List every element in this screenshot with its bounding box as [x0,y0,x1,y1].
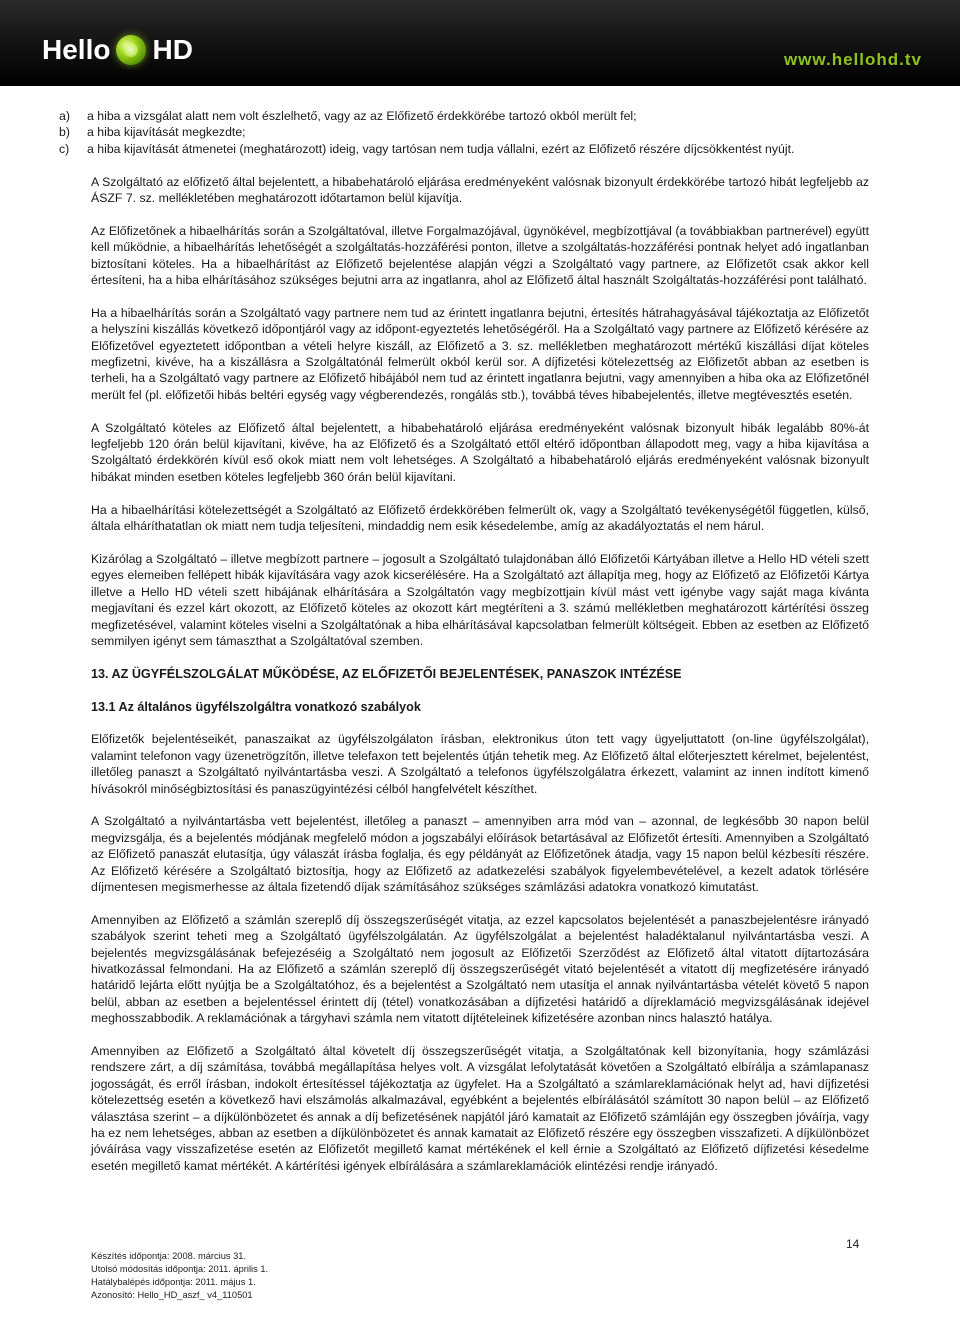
subsection-heading: 13.1 Az általános ügyfélszolgáltra vonatkozó szabályok [91,699,421,714]
list-marker: b) [59,125,70,140]
paragraph: Előfizetők bejelentéseikét, panaszaikat az ügyfélszolgálaton írásban, elektronikus úton tett vagy ügyeljuttatott (on-line ügyfélszolgálat), valamint telefonon vagy üzenetrögzítőn, illetve telefaxon tett bejelentés útján tehetik meg. Az Előfizető által előterjesztett kérelmet, bejelentést, illetőleg panaszt a Szolgáltató nyilvántartásba veszi. A Szolgáltató a telefonos ügyfélszolgálatra érkezett, valamint az innen indított kimenő hívásokról minőségbiztosítási és panaszügyintézési célból hangfelvételt készíthet. [91,732,869,796]
footer-line: Azonosító: Hello_HD_aszf_ v4_110501 [91,1290,253,1300]
paragraph: Amennyiben az Előfizető a számlán szereplő díj összegszerűségét vitatja, az ezzel kapcsolatos bejelentését a panaszbejelentésre irányadó szabályok szerint teheti meg a Szolgáltató ügyfélszolgálatán. Az ügyfélszolgálat a bejelentést haladéktalanul nyilvántartásba veszi. A bejelentés megvizsgálásának befejezéséig a Szolgáltató nem jogosult az Előfizetői Szerződést az Előfizető által vitatott díjtartozására hivatkozással felmondani. Ha az Előfizető a számlán szereplő díj összegszerűségét vitató bejelentését a vitatott díj megfizetésére irányadó határidő lejárta előtt nyújtja be a Szolgáltatóhoz, és a bejelentést a Szolgáltató nem utasítja el annak nyilvántartásba vételét követő 5 napon belül, abban az esetben a bejelentéssel érintett díj (tétel) vonatkozásában a díjfizetési határidő a díjreklamáció megvizsgálásának idejével meghosszabbodik. A reklamációnak a tárgyhavi számla nem vitatott díjtételeinek kifizetésére azonban nincs halasztó hatálya. [91,912,869,1026]
paragraph: A Szolgáltató az előfizető által bejelentett, a hibabehatároló eljárása eredményeként valósnak bizonyult érdekkörébe tartozó hibát legfeljebb az ÁSZF 7. sz. mellékletében meghatározott időtartamon belül kijavítja. [91,174,869,206]
hellohd-logo [42,30,193,70]
paragraph: A Szolgáltató a nyilvántartásba vett bejelentést, illetőleg a panaszt – amennyiben arra mód van – azonnal, de legkésőbb 30 napon belül megvizsgálja, és a bejelentés módjának megfelelő módon a jogszabályi előírások betartásával az Előfizetőt értesíti. Amennyiben a Szolgáltató az Előfizető panaszát elutasítja, úgy válaszát írásba foglalja, és egy példányát az Előfizetőnek átadja, vagy 15 napon belül kézbesíti részére. Az Előfizető kérésére a Szolgáltató biztosítja, hogy az Előfizető az adatkezelési szabályok figyelembevételével, a kezelt adatok törlésére díjmentesen megismerhesse az általa fizetendő díjak számításához szükséges számlázási adatokra vonatkozó kimutatást. [91,814,869,894]
page-number: 14 [846,1237,860,1251]
paragraph: Amennyiben az Előfizető a Szolgáltató által követelt díj összegszerűségét vitatja, a Szolgáltatónak kell bizonyítania, hogy számlázási rendszere zárt, a díj számítása, továbbá megállapítása helyes volt. A vizsgálat lefolytatását követően a Szolgáltató elbírálja a számlapanasz jogosságát, és erről írásban, indokolt értesítéssel tájékoztatja az ügyfelet. Ha a Szolgáltató a számlareklamációnak helyt ad, havi díjfizetési kötelezettség esetén a következő havi elszámolás alkalmazával, egyébként a bejelentés elbírálásától számított 30 napon belül – az Előfizető választása szerint – a díjkülönbözetet és annak a díj befizetésének napjától járó kamatait az Előfizető számláján egy összegben jóváírja, vagy ha ez nem lehetséges, abban az esetben a díjkülönbözetet és annak kamatait az Előfizető részére egy összegben visszafizeti. A díjkülönbözet jóváírása vagy visszafizetése esetén az Előfizetőt megillető kamat mértékének el kell érnie a Szolgáltató az Előfizető díjfizetési késedelme esetén megillető kamat mértékét. A kártérítési igények elbírálására a számlareklamációk elintézési rendje irányadó. [91,1043,869,1173]
paragraph: Kizárólag a Szolgáltató – illetve megbízott partnere – jogosult a Szolgáltató tulajdonában álló Előfizetői Kártyában illetve a Hello HD vételi szett egyes elemeiben fellépett hibák kijavítására vagy azok kicserélésére. Ha a Szolgáltató azt állapítja meg, hogy az Előfizető az Előfizetői Kártya illetve a Hello HD vételi szett hibájának elhárítására a Szolgáltatón vagy megbízottjain kívül mást vett igénybe vagy saját maga kívánta megjavítani és ezzel kárt okozott, az Előfizető köteles az okozott kárt megtéríteni a 3. számú mellékletben meghatározott kártérítési összeg megfizetésével, valamint köteles viselni a Szolgáltatónak a hiba elhárításával kapcsolatban felmerült költségeit. Ebben az esetben az Előfizető semmilyen igényt sem támaszthat a Szolgáltatóval szemben. [91,551,869,648]
logo-text-hello: Hello [42,34,111,65]
paragraph: Az Előfizetőnek a hibaelhárítás során a Szolgáltatóval, illetve Forgalmazójával, ügynökével, megbízottjával (a továbbiakban partnerével) együtt kell működnie, a hibaelhárítás lehetőségét a szolgáltatás-hozzáférési ponton, illetve a szolgáltatás-hozzáférési pontnak helyet adó ingatlanban biztosítani köteles. Ha a hibaelhárítást az Előfizető bejelentése alapján végzi a Szolgáltató vagy partnere, az Előfizetőt csak akkor kell értesíteni, ha a hiba elhárításához szükséges bejutni arra az ingatlanra, ahol az Előfizető által használt Szolgáltatás-hozzáférési pont található. [91,223,869,288]
section-heading: 13. AZ ÜGYFÉLSZOLGÁLAT MŰKÖDÉSE, AZ ELŐFIZETŐI BEJELENTÉSEK, PANASZOK INTÉZÉSE [91,666,682,681]
website-url: www.hellohd.tv [783,50,922,69]
list-marker: c) [59,141,70,156]
list-marker: a) [59,109,70,123]
footer-line: Utolsó módosítás időpontja: 2011. április 1. [91,1264,269,1274]
list-text: a hiba a vizsgálat alatt nem volt észlelhető, vagy az az Előfizető érdekkörébe tartozó okból merült fel; [87,109,637,123]
logo-text-hd: HD [152,34,193,65]
document-body [59,108,869,1191]
logo-ball-icon [116,35,146,65]
paragraph: Ha a hibaelhárítási kötelezettségét a Szolgáltató az Előfizető érdekkörében felmerült ok, vagy a Szolgáltató tevékenységétől független, külső, általa elháríthatatlan ok miatt nem tudja teljesíteni, mindaddig nem esik késedelembe, amíg az akadályoztatás el nem hárul. [91,502,869,534]
document-footer [91,1250,268,1302]
list-item [59,108,869,124]
list-item [59,124,869,140]
page-header [0,0,960,86]
footer-line: Hatálybalépés időpontja: 2011. május 1. [91,1277,256,1287]
paragraph: Ha a hibaelhárítás során a Szolgáltató vagy partnere nem tud az érintett ingatlanra bejutni, értesítés hátrahagyásával tájékoztatja az Előfizetőt a helyszíni kiszállás következő időpontjáról vagy az időpont-egyeztetés lehetőségéről. Ha a Szolgáltató vagy partnere az Előfizető kérésére az Előfizetővel egyeztetett időpontban a vételi helyre kiszáll, az Előfizető a 3. sz. mellékletben meghatározott mértékű kiszállási díjat köteles megfizetni, kivéve, ha a kiszállásra a Szolgáltatónál felmerült okból kerül sor. A díjfizetési kötelezettség az Előfizetőt abban az esetben is terheli, ha a Szolgáltató vagy partnere az Előfizető hibájából nem tud az érintett ingatlanra bejutni, vagy amennyiben a hiba oka az Előfizetőnél merült fel (pl. előfizetői hibás beltéri egység vagy végberendezés, rongálás stb.), továbbá téves hibabejelentés, illetve megtévesztés esetén. [91,305,869,402]
footer-line: Készítés időpontja: 2008. március 31. [91,1251,247,1261]
list-text: a hiba kijavítását átmenetei (meghatározott) ideig, vagy tartósan nem tudja vállalni, ezért az Előfizető részére díjcsökkentést nyújt. [87,141,795,156]
list-item [59,141,869,157]
condition-list [59,108,869,157]
paragraph: A Szolgáltató köteles az Előfizető által bejelentett, a hibabehatároló eljárása eredményeként valósnak bizonyult hibák legalább 80%-át legfeljebb 120 órán belül kijavítani, kivéve, ha az Előfizető és a Szolgáltató ettől eltérő időpontban állapodott meg, vagy a hiba kijavítása a Szolgáltató érdekkörén kívül eső okok miatt nem volt lehetséges. A Szolgáltató a hibabehatároló eljárás eredményeként valósnak bizonyult hibákat minden esetben köteles legfeljebb 360 órán belül kijavítani. [91,420,869,484]
list-text: a hiba kijavítását megkezdte; [87,125,246,140]
